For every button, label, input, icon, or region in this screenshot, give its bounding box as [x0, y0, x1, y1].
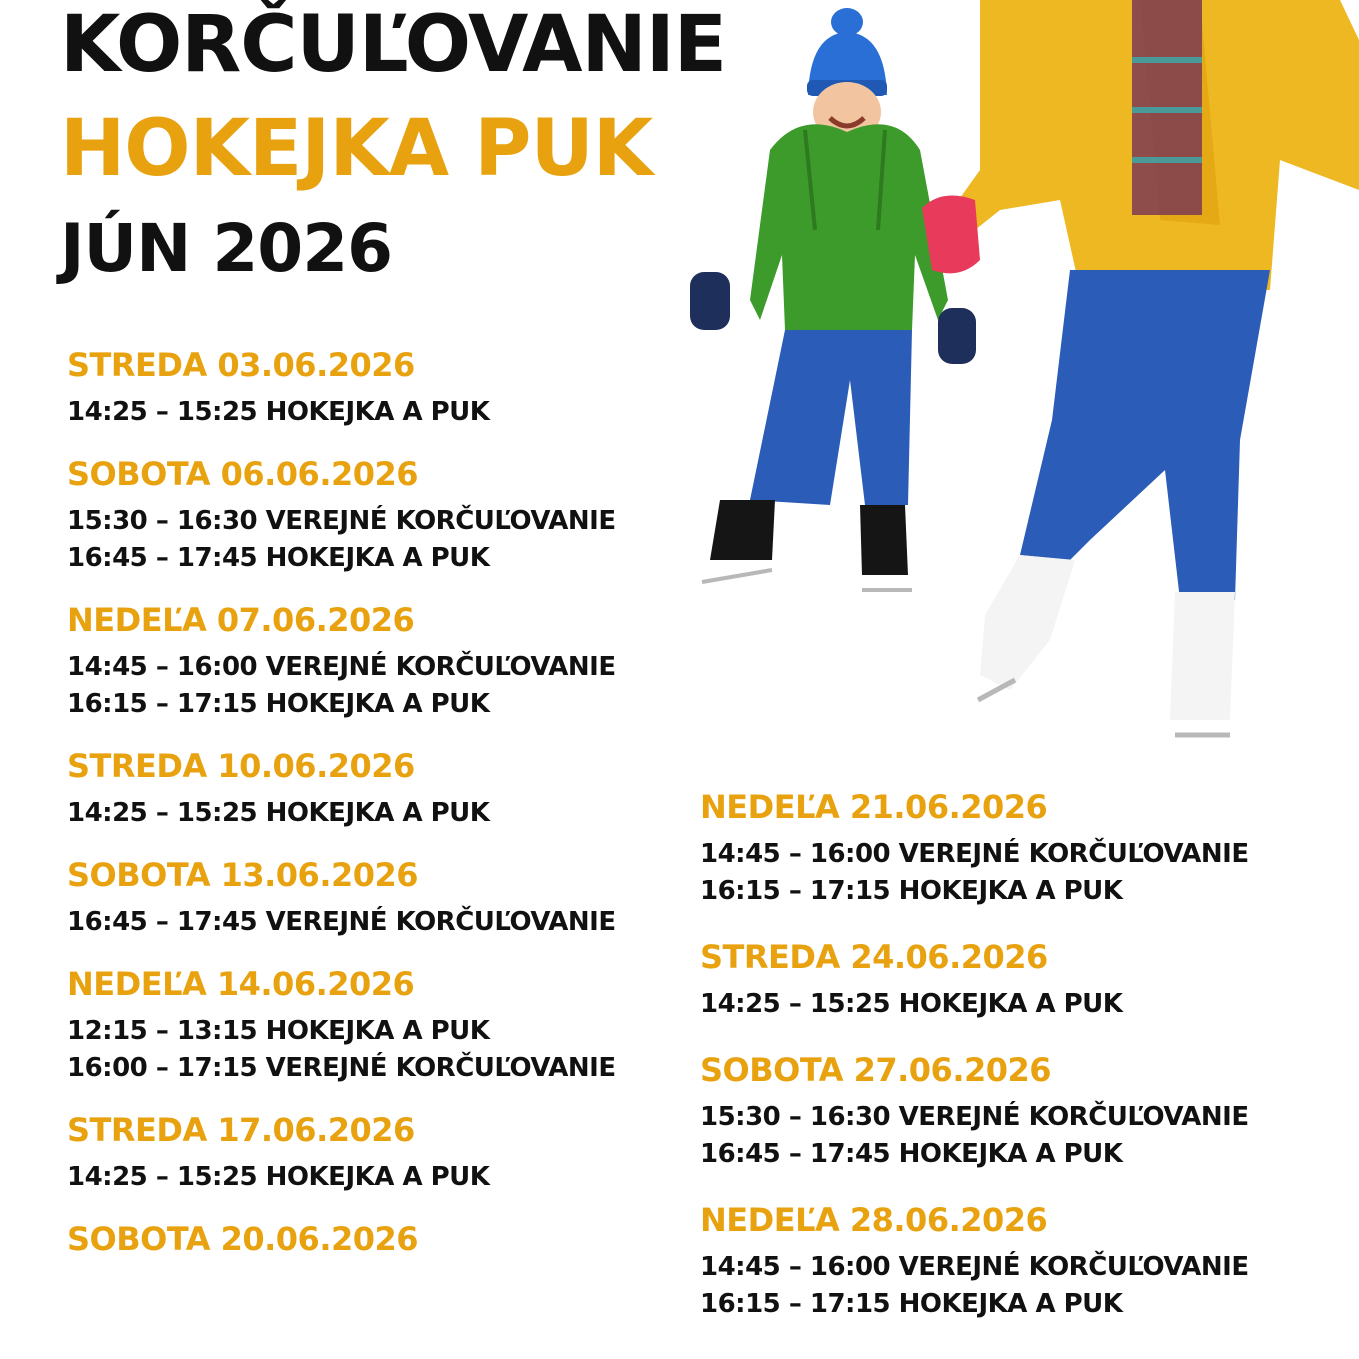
schedule-day: [67, 1109, 687, 1196]
schedule-day: [67, 1218, 687, 1260]
time-slot: 16:15 – 17:15 HOKEJKA A PUK: [700, 1289, 1123, 1319]
day-header: STREDA 03.06.2026: [67, 346, 415, 384]
time-slot: 12:15 – 13:15 HOKEJKA A PUK: [67, 1016, 490, 1046]
time-slot: 14:25 – 15:25 HOKEJKA A PUK: [700, 989, 1123, 1019]
day-header: STREDA 24.06.2026: [700, 938, 1048, 976]
schedule-day: [67, 344, 687, 431]
boy-skater: [690, 8, 976, 590]
girl-skater: [922, 0, 1359, 735]
time-slot: 14:45 – 16:00 VEREJNÉ KORČUĽOVANIE: [700, 839, 1249, 869]
time-slot: 15:30 – 16:30 VEREJNÉ KORČUĽOVANIE: [700, 1102, 1249, 1132]
time-slot: 14:45 – 16:00 VEREJNÉ KORČUĽOVANIE: [67, 652, 616, 682]
day-header: NEDEĽA 28.06.2026: [700, 1201, 1048, 1239]
time-slot: 14:25 – 15:25 HOKEJKA A PUK: [67, 798, 490, 828]
time-slot: 16:45 – 17:45 HOKEJKA A PUK: [67, 543, 490, 573]
time-slot: 14:25 – 15:25 HOKEJKA A PUK: [67, 1162, 490, 1192]
day-header: SOBOTA 13.06.2026: [67, 856, 419, 894]
day-header: STREDA 10.06.2026: [67, 747, 415, 785]
schedule-day: [67, 854, 687, 941]
time-slot: 15:30 – 16:30 VEREJNÉ KORČUĽOVANIE: [67, 506, 616, 536]
time-slot: 14:45 – 16:00 VEREJNÉ KORČUĽOVANIE: [700, 1252, 1249, 1282]
title-hockey: HOKEJKA PUK: [60, 104, 653, 194]
day-header: NEDEĽA 21.06.2026: [700, 788, 1048, 826]
schedule-day: [67, 745, 687, 832]
schedule-left-column: [67, 344, 687, 1282]
time-slot: 16:15 – 17:15 HOKEJKA A PUK: [700, 876, 1123, 906]
time-slot: 14:25 – 15:25 HOKEJKA A PUK: [67, 397, 490, 427]
day-header: NEDEĽA 07.06.2026: [67, 601, 415, 639]
day-header: SOBOTA 20.06.2026: [67, 1220, 419, 1258]
schedule-day: [700, 936, 1320, 1023]
time-slot: 16:45 – 17:45 HOKEJKA A PUK: [700, 1139, 1123, 1169]
time-slot: 16:15 – 17:15 HOKEJKA A PUK: [67, 689, 490, 719]
schedule-day: [67, 963, 687, 1087]
day-header: NEDEĽA 14.06.2026: [67, 965, 415, 1003]
schedule-day: [700, 1049, 1320, 1173]
schedule-day: [700, 1199, 1320, 1323]
day-header: SOBOTA 27.06.2026: [700, 1051, 1052, 1089]
schedule-day: [700, 786, 1320, 910]
time-slot: 16:45 – 17:45 VEREJNÉ KORČUĽOVANIE: [67, 907, 616, 937]
children-skating-illustration: [680, 0, 1359, 770]
title-skating: KORČUĽOVANIE: [60, 0, 727, 90]
schedule-right-column: [700, 786, 1320, 1349]
day-header: SOBOTA 06.06.2026: [67, 455, 419, 493]
schedule-day: [67, 599, 687, 723]
day-header: STREDA 17.06.2026: [67, 1111, 415, 1149]
schedule-day: [67, 453, 687, 577]
time-slot: 16:00 – 17:15 VEREJNÉ KORČUĽOVANIE: [67, 1053, 616, 1083]
title-month: JÚN 2026: [60, 210, 393, 287]
